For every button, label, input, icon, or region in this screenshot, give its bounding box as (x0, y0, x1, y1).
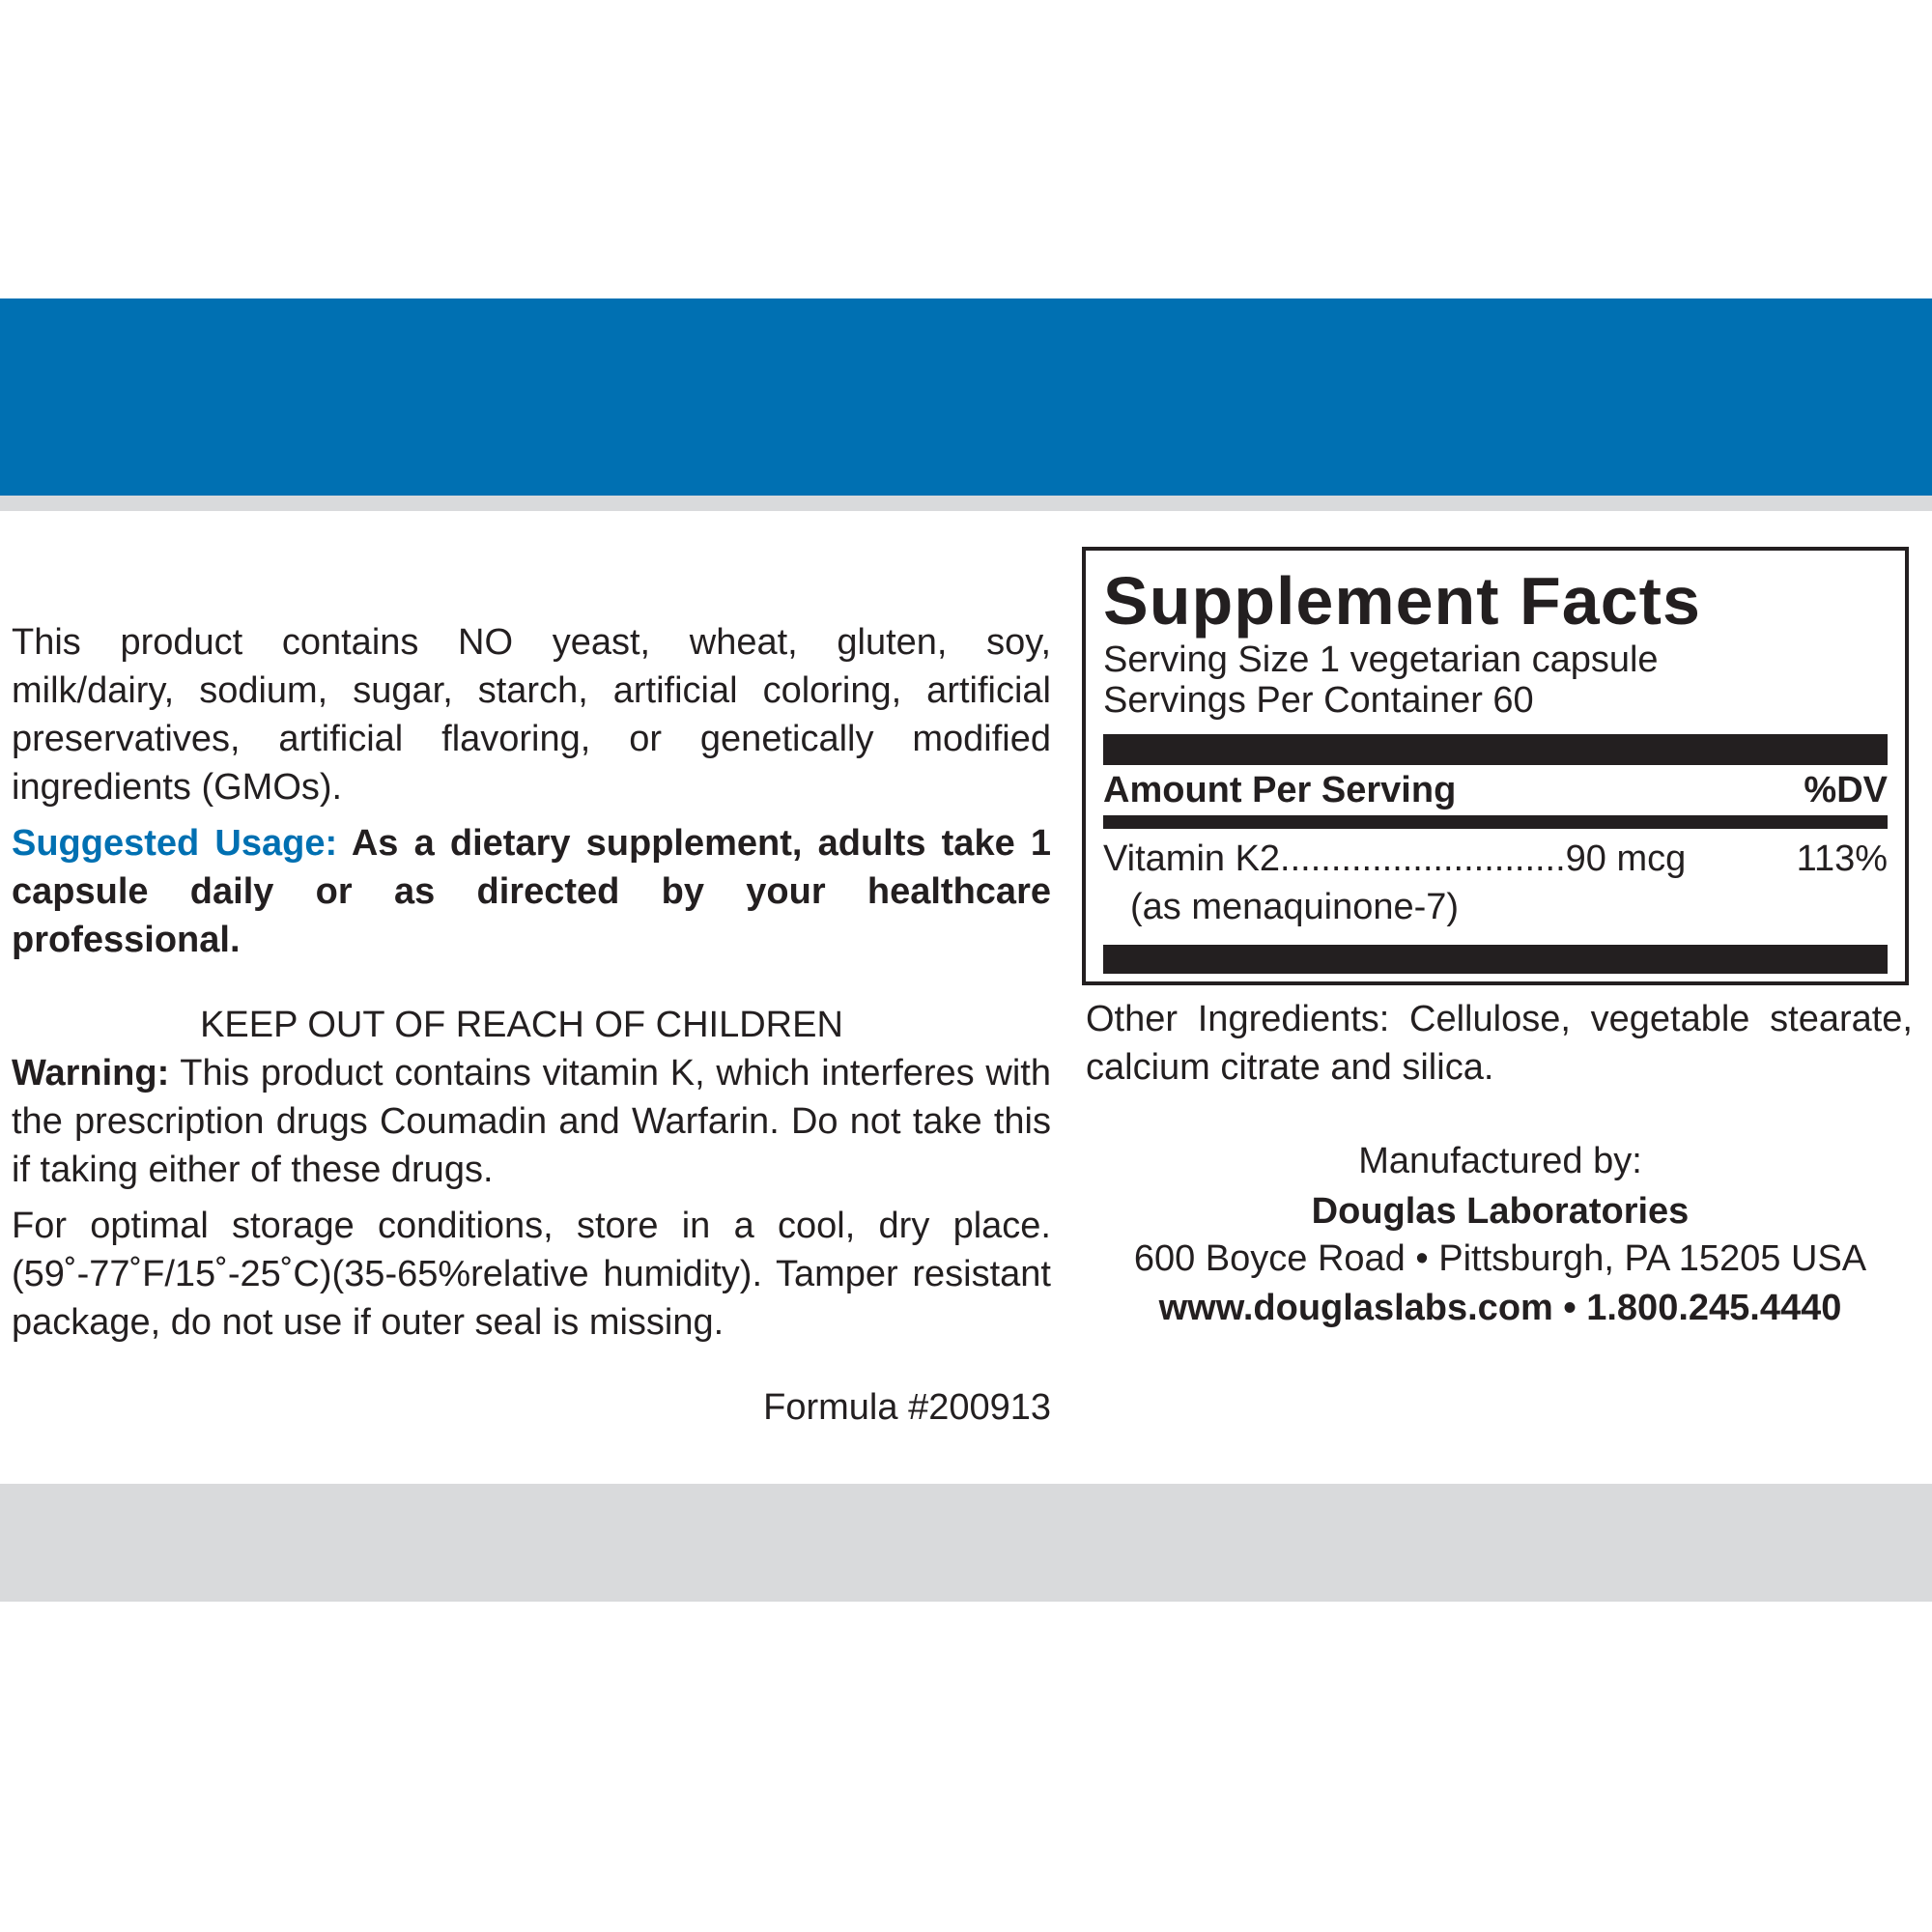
warning-paragraph (12, 1049, 1051, 1194)
supplement-facts-title: Supplement Facts (1103, 563, 1701, 639)
company-contact: www.douglaslabs.com • 1.800.245.4440 (1158, 1288, 1842, 1328)
suggested-usage-text: As a dietary supplement, adults take 1 capsule daily or as directed by your healthcare professional. (12, 823, 1051, 960)
servings-per-container: Servings Per Container 60 (1103, 680, 1534, 721)
formula-number: Formula #200913 (763, 1387, 1051, 1428)
nutrient-row (1103, 835, 1888, 883)
bottom-gray-band (0, 1484, 1932, 1602)
serving-size: Serving Size 1 vegetarian capsule (1103, 639, 1659, 680)
brand-color-band (0, 298, 1932, 496)
nutrient-source: (as menaquinone-7) (1130, 887, 1460, 927)
manufactured-by-label: Manufactured by: (1358, 1141, 1642, 1181)
manufacturer-block (1082, 1136, 1918, 1335)
storage-paragraph: For optimal storage conditions, store in a cool, dry place. (59˚-77˚F/15˚-25˚C)(35-65%relative humidity). Tamper resistant package, do not use if outer seal is missing. (12, 1206, 1051, 1343)
suggested-usage-label: Suggested Usage: (12, 823, 338, 864)
amount-per-serving-header: Amount Per Serving (1103, 770, 1457, 810)
contains-line-3: preservatives, artificial flavoring, or genetically modified (12, 719, 1051, 759)
supplement-facts-panel (1082, 547, 1909, 985)
contains-line-4: ingredients (GMOs). (12, 767, 343, 808)
facts-thick-rule (1103, 734, 1888, 765)
gray-divider (0, 496, 1932, 511)
warning-text: This product contains vitamin K, which interferes with the prescription drugs Coumadin and Warfarin. Do not take this if taking either of these drugs. (12, 1053, 1051, 1190)
company-address: 600 Boyce Road • Pittsburgh, PA 15205 USA (1133, 1238, 1867, 1279)
suggested-usage (12, 819, 1051, 964)
facts-medium-rule (1103, 815, 1888, 829)
company-name: Douglas Laboratories (1311, 1191, 1690, 1232)
contains-line-2: milk/dairy, sodium, sugar, starch, artificial coloring, artificial (12, 670, 1051, 711)
amount-header-row (1103, 765, 1888, 815)
facts-bottom-rule (1103, 945, 1888, 974)
dv-header: %DV (1804, 770, 1888, 810)
warning-label: Warning: (12, 1053, 170, 1094)
other-ingredients: Other Ingredients: Cellulose, vegetable stearate, calcium citrate and silica. (1086, 999, 1913, 1088)
contains-line-1: This product contains NO yeast, wheat, gluten, soy, (12, 622, 1051, 663)
label-left-column (12, 618, 1051, 1432)
nutrient-name-amount: Vitamin K2............................90 mcg (1103, 838, 1687, 879)
nutrient-dv: 113% (1796, 838, 1888, 879)
keep-out-notice: KEEP OUT OF REACH OF CHILDREN (200, 1005, 843, 1045)
